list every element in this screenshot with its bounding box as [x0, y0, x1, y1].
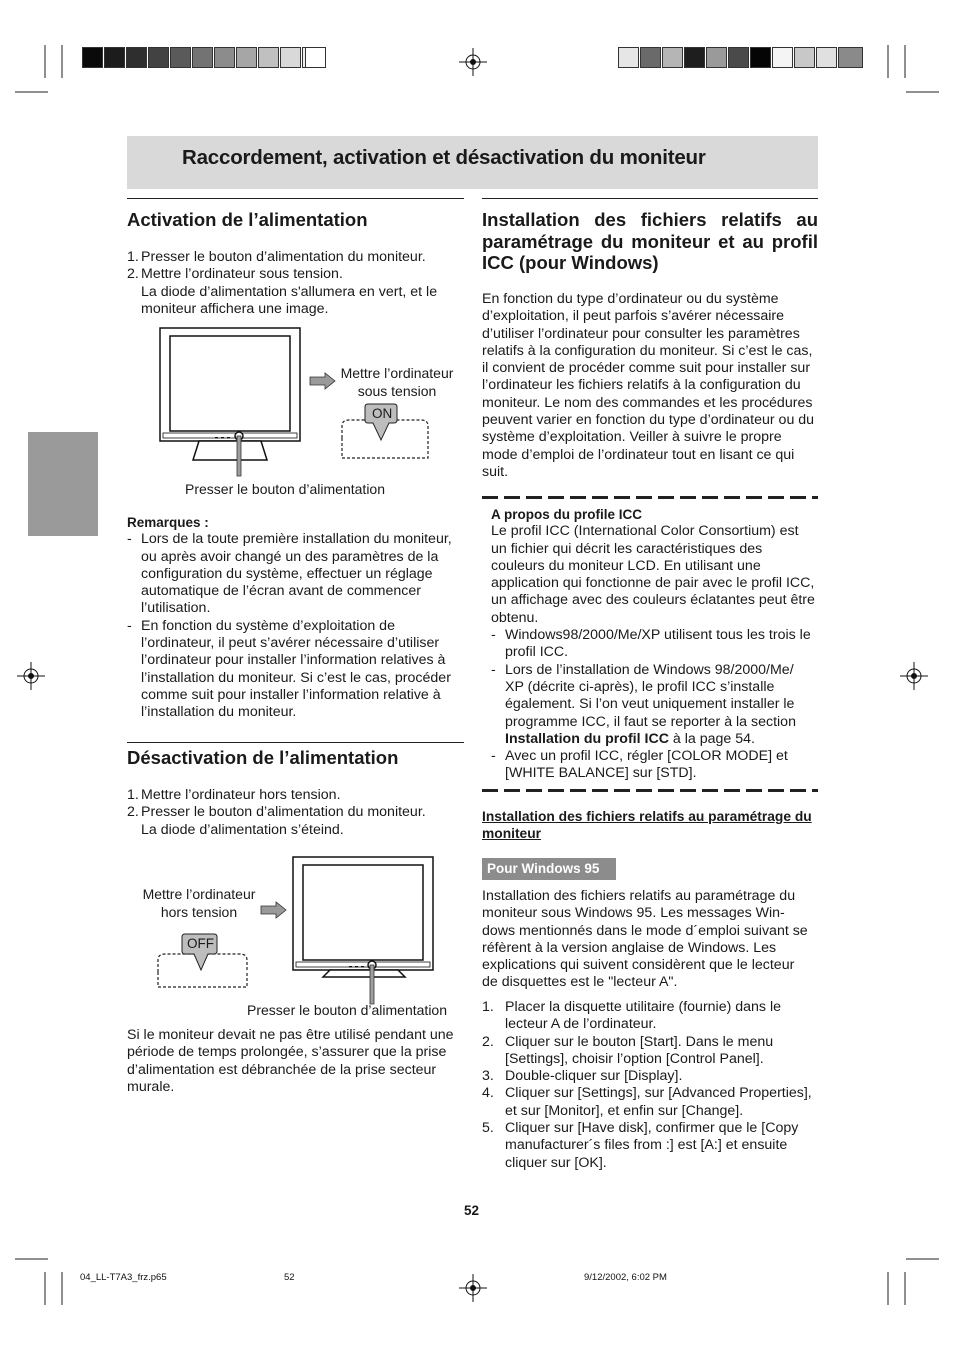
- step-number: 1.: [127, 787, 139, 803]
- step-number: 2.: [127, 804, 139, 821]
- step-number: 1.: [482, 999, 494, 1015]
- dash-bullet: -: [491, 661, 496, 678]
- icc-box-top-border: [482, 496, 818, 499]
- icc-item-text: à la page 54.: [668, 730, 755, 747]
- remarks-heading: Remarques :: [127, 515, 209, 530]
- dash-bullet: -: [491, 627, 496, 644]
- step-text: Mettre l’ordinateur sous tension.: [141, 266, 343, 283]
- list-item: [482, 1068, 818, 1085]
- remarks: [127, 514, 464, 722]
- page-number: 52: [464, 1203, 480, 1218]
- monitor-on-drawing: [127, 326, 464, 501]
- section-rule: [127, 198, 464, 199]
- step-text: Mettre l’ordinateur hors tension.: [141, 787, 341, 803]
- icc-item-text: Windows98/2000/Me/XP utilisent tous les trois le profil ICC.: [505, 627, 811, 661]
- figure-caption-button: Presser le bouton d’alimentation: [247, 1002, 448, 1018]
- windows95-badge: [482, 858, 616, 880]
- switch-label-on: ON: [372, 406, 393, 421]
- deactivation-steps: [127, 787, 464, 839]
- registration-mark-bottom: [459, 1274, 487, 1302]
- monitor-off-drawing: [127, 854, 464, 1024]
- section-rule: [127, 742, 464, 743]
- step-text: Presser le bouton d’alimentation du moniteur.: [141, 249, 426, 265]
- remark-text: Lors de la toute première installation du moniteur, ou après avoir changé un des paramètres de la configuration du système, effectuer un réglage automatique de l’écran avant de commencer l’utilisation.: [141, 531, 452, 617]
- icc-box-bottom-border: [482, 789, 818, 792]
- figure-label-computer: [129, 885, 269, 921]
- install-intro: En fonction du type d’ordinateur ou du système d’exploitation, il peut parfois s’avérer nécessaire d’utiliser l’ordinateur pour consulter les paramètres relatifs à la configuration du moniteur. Si c’est le cas, il convient de procéder comme suit pour installer sur l’ordinateur les fichiers relatifs à la configuration du moniteur. Le nom des commandes et les procédures peuvent varier en fonction du type d’ordinateur ou du système d’exploitation. Veiller à suivre le propre mode d’emploi de l’ordinateur tout en lisant ce qui suit.: [482, 291, 815, 480]
- figure-caption-button: Presser le bouton d’alimentation: [185, 481, 386, 497]
- dash-bullet: -: [491, 748, 496, 765]
- registration-mark-right: [900, 662, 928, 690]
- section-rule: [482, 198, 818, 199]
- switch-label-off: OFF: [187, 936, 214, 951]
- activation-steps: [127, 249, 464, 318]
- dash-bullet: -: [127, 617, 132, 634]
- section-tab: [28, 432, 98, 536]
- list-item: [127, 249, 464, 266]
- registration-mark-top: [459, 48, 487, 76]
- list-item: [482, 1120, 818, 1172]
- power-on-figure: [127, 326, 464, 501]
- step-number: 5.: [482, 1120, 494, 1137]
- list-item: [127, 266, 464, 283]
- activation-heading: Activation de l’alimentation: [127, 209, 368, 230]
- list-item: [491, 627, 816, 662]
- list-item: [127, 804, 464, 821]
- deactivation-heading: Désactivation de l’alimentation: [127, 747, 399, 768]
- title-banner: [127, 136, 818, 189]
- list-item: [491, 748, 816, 783]
- deactivation-note: La diode d’alimentation s’éteind.: [141, 821, 344, 838]
- windows95-intro: Installation des fichiers relatifs au paramétrage du moniteur sous Windows 95. Les messages Win- dows mentionnés dans le mode d´emploi suivant se réfèrent à la version anglaise de Windows. Les explications qui suivent considèrent que le lecteur de disquettes est le "lecteur A".: [482, 888, 808, 991]
- step-number: 1.: [127, 249, 139, 265]
- footer-file: 04_LL-T7A3_frz.p65: [80, 1272, 167, 1283]
- step-text: Presser le bouton d’alimentation du moniteur.: [141, 804, 426, 821]
- footer-page: 52: [284, 1272, 295, 1283]
- registration-mark-left: [17, 662, 45, 690]
- icc-section-link-text: Installation du profil ICC: [505, 730, 669, 747]
- deactivation-closing: Si le moniteur devait ne pas être utilisé pendant une période de temps prolongée, s’assurer que la prise d’alimentation est débranchée de la prise secteur murale.: [127, 1027, 454, 1095]
- figure-label-line: sous tension: [357, 383, 437, 399]
- figure-label-line: hors tension: [160, 904, 238, 920]
- step-text: Cliquer sur [Have disk], confirmer que le [Copy manufacturer´s files from :] est [A:] et ensuite cliquer sur [OK].: [505, 1120, 799, 1171]
- page-title: Raccordement, activation et désactivation du moniteur: [182, 146, 706, 169]
- install-subheading: Installation des fichiers relatifs au paramétrage du moniteur: [482, 809, 812, 842]
- icc-heading: A propos du profile ICC: [491, 507, 642, 522]
- icc-info-box: [491, 506, 816, 783]
- icc-item-text: Avec un profil ICC, régler [COLOR MODE] et [WHITE BALANCE] sur [STD].: [505, 748, 788, 782]
- windows95-badge-label: Pour Windows 95: [487, 861, 600, 876]
- step-number: 2.: [127, 266, 139, 283]
- activation-note: La diode d’alimentation s'allumera en vert, et le moniteur affichera une image.: [141, 283, 438, 317]
- footer-date: 9/12/2002, 6:02 PM: [584, 1272, 667, 1283]
- step-number: 3.: [482, 1068, 494, 1085]
- remark-text: En fonction du système d’exploitation de l’ordinateur, il peut s’avérer nécessaire d’utiliser l’ordinateur pour installer l’information relatives à l’installation du moniteur. Si c’est le cas, procéder comme suit pour installer l’information relative à l’installation du moniteur.: [141, 617, 451, 721]
- step-text: Placer la disquette utilitaire (fournie) dans le lecteur A de l’ordinateur.: [505, 999, 782, 1033]
- list-item: [482, 999, 818, 1034]
- windows95-steps: [482, 999, 818, 1172]
- list-item: [127, 531, 464, 617]
- figure-label-computer: [333, 364, 461, 400]
- figure-label-line: Mettre l’ordinateur: [340, 365, 454, 381]
- step-text: Cliquer sur le bouton [Start]. Dans le menu [Settings], choisir l’option [Control Panel].: [505, 1033, 774, 1067]
- icc-item-text: Lors de l’installation de Windows 98/2000/Me/ XP (décrite ci-après), le profil ICC s’installe également. Si l’on veut uniquement installer le programme ICC, il faut se reporter à la section: [505, 661, 796, 730]
- power-off-figure: [127, 854, 464, 1024]
- dash-bullet: -: [127, 531, 132, 548]
- list-item: [491, 662, 816, 748]
- step-number: 4.: [482, 1085, 494, 1102]
- list-item: [127, 618, 464, 722]
- list-item: [482, 1034, 818, 1069]
- figure-label-line: Mettre l’ordinateur: [142, 886, 256, 902]
- step-text: Cliquer sur [Settings], sur [Advanced Properties], et sur [Monitor], et enfin sur [Change].: [505, 1085, 812, 1119]
- list-item: [127, 787, 464, 804]
- icc-text: Le profil ICC (International Color Consortium) est un fichier qui décrit les caractéristiques des couleurs du moniteur LCD. En utilisant une application qui fonctionne de pair avec le profil ICC, un affichage avec des couleurs éclatantes peut être obtenu.: [491, 523, 815, 626]
- install-heading: Installation des fichiers relatifs au paramétrage du moniteur et au profil ICC (pour Windows): [482, 209, 818, 273]
- step-text: Double-cliquer sur [Display].: [505, 1068, 683, 1085]
- list-item: [482, 1085, 818, 1120]
- step-number: 2.: [482, 1033, 494, 1050]
